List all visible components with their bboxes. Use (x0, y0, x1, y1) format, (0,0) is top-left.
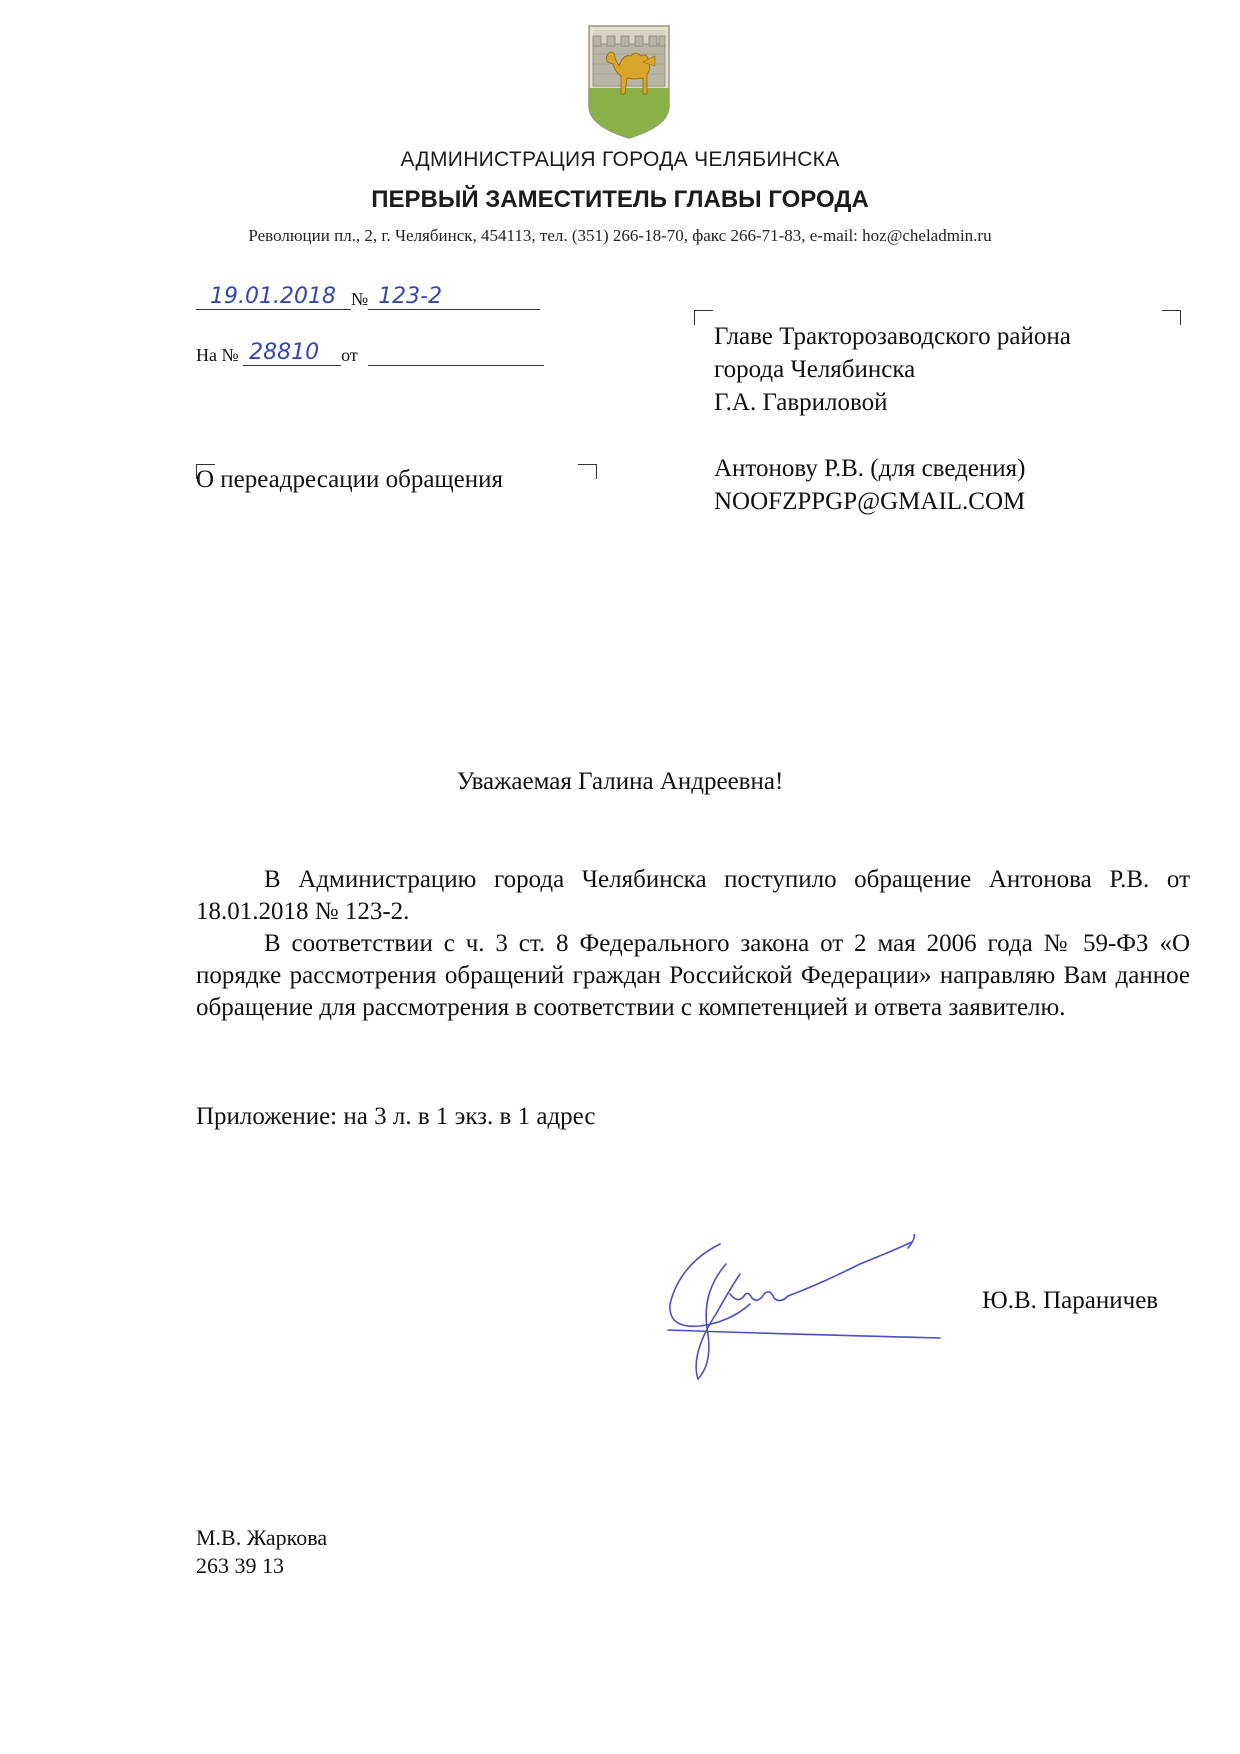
number-label: № (351, 289, 369, 309)
subject-corner-right (578, 464, 597, 479)
body-paragraph: В соответствии с ч. 3 ст. 8 Федерального закона от 2 мая 2006 года № 59-ФЗ «О порядке рассмотрения обращений граждан Российской Федерации» направляю Вам данное обращение для рассмотрения в соответствии с компетенцией и ответа заявителю. (196, 930, 1190, 1021)
from-label: от (341, 345, 358, 365)
addressee-line: Антонову Р.В. (для сведения) (714, 455, 1026, 482)
executor-phone: 263 39 13 (196, 1553, 284, 1578)
organization-title: АДМИНИСТРАЦИЯ ГОРОДА ЧЕЛЯБИНСКА (400, 148, 840, 171)
body-paragraph: В Администрацию города Челябинска поступило обращение Антонова Р.В. от 18.01.2018 № 123-2. (196, 866, 1190, 925)
executor-block (196, 1524, 327, 1580)
chelyabinsk-coat-of-arms-icon (585, 22, 673, 140)
addressee-corner-right (1162, 310, 1181, 325)
addressee-corner-left (694, 310, 713, 325)
handwritten-signature (660, 1234, 950, 1384)
addressee-email: NOOFZPPGP@GMAIL.COM (714, 488, 1026, 515)
reply-label: На № (196, 345, 239, 365)
position-title: ПЕРВЫЙ ЗАМЕСТИТЕЛЬ ГЛАВЫ ГОРОДА (371, 186, 869, 213)
signer-name: Ю.В. Параничев (982, 1287, 1159, 1314)
executor-name: М.В. Жаркова (196, 1525, 328, 1550)
registration-date: 19.01.2018 (210, 284, 336, 309)
addressee-line: Г.А. Гавриловой (714, 389, 888, 416)
addressee-line: Главе Тракторозаводского района (714, 323, 1071, 350)
registration-number: 123-2 (378, 284, 443, 309)
registration-line (196, 284, 540, 314)
reply-date-blank (368, 344, 544, 366)
reply-reference-line (196, 340, 544, 366)
organization-contacts: Революции пл., 2, г. Челябинск, 454113, тел. (351) 266-18-70, факс 266-71-83, e-mail: hoz@cheladmin.ru (248, 226, 992, 245)
greeting: Уважаемая Галина Андреевна! (456, 768, 784, 795)
reply-number: 28810 (249, 340, 320, 365)
letter-subject: О переадресации обращения (196, 466, 504, 493)
appendix-note: Приложение: на 3 л. в 1 экз. в 1 адрес (196, 1103, 596, 1130)
addressee-line: города Челябинска (714, 356, 916, 383)
addressee-block (714, 320, 1071, 518)
letter-body (196, 864, 1190, 1024)
